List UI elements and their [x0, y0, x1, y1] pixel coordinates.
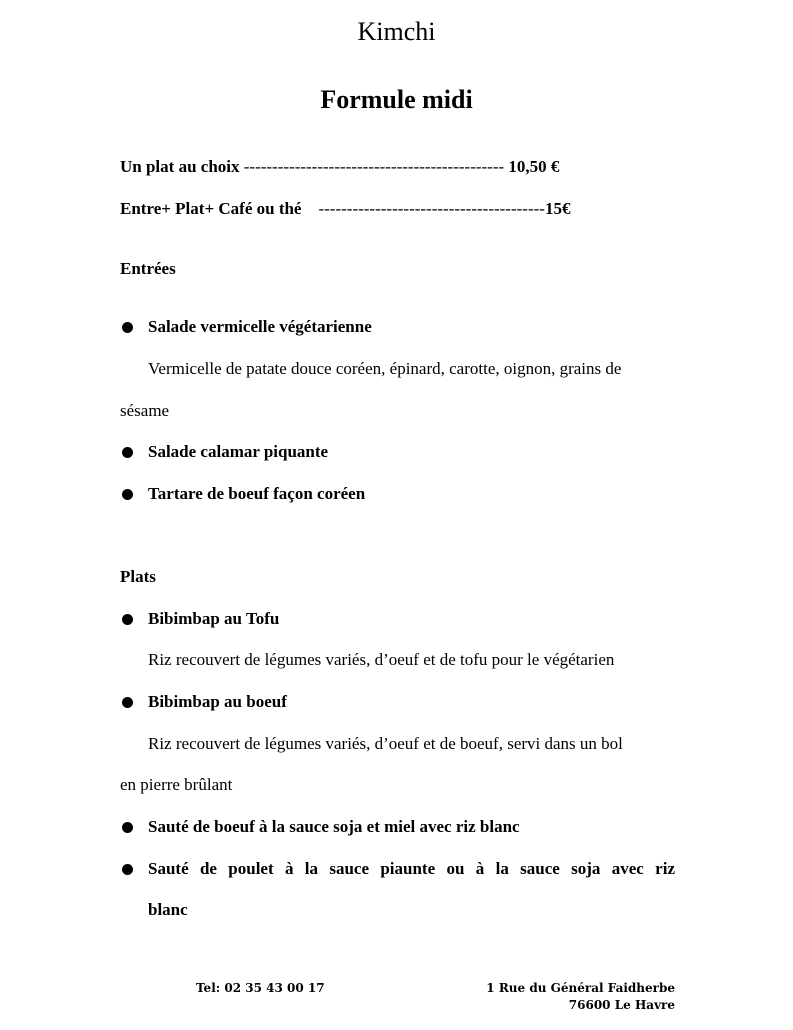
formula-dashes: ----------------------------------------: [318, 199, 545, 218]
plat-desc: Riz recouvert de légumes variés, d’oeuf et de tofu pour le végétarien: [148, 650, 615, 669]
plat-desc-cont: en pierre brûlant: [120, 775, 233, 794]
formula-label: Entre+ Plat+ Café ou thé: [120, 199, 302, 218]
formula-2: [120, 199, 570, 219]
plats-heading: Plats: [120, 567, 156, 586]
bullet-icon: [122, 322, 133, 333]
footer-phone: Tel: 02 35 43 00 17: [196, 981, 325, 995]
entree-desc-cont: sésame: [120, 401, 170, 420]
bullet-icon: [122, 447, 133, 458]
entrees-heading: Entrées: [120, 259, 176, 278]
bullet-icon: [122, 697, 133, 708]
restaurant-name: Kimchi: [357, 17, 436, 46]
plat-desc: Riz recouvert de légumes variés, d’oeuf et de boeuf, servi dans un bol: [148, 734, 623, 753]
plat-name-cont: blanc: [148, 900, 188, 919]
formula-1: [120, 157, 559, 177]
plat-name: Bibimbap au boeuf: [148, 692, 287, 711]
bullet-icon: [122, 614, 133, 625]
bullet-icon: [122, 822, 133, 833]
footer-address-line1: 1 Rue du Général Faidherbe: [486, 981, 675, 995]
entree-name: Salade vermicelle végétarienne: [148, 317, 372, 336]
bullet-icon: [122, 489, 133, 500]
plat-name: Sauté de boeuf à la sauce soja et miel avec riz blanc: [148, 817, 520, 836]
formula-label: Un plat au choix: [120, 157, 240, 176]
entree-name: Salade calamar piquante: [148, 442, 329, 461]
entree-desc: Vermicelle de patate douce coréen, épinard, carotte, oignon, grains de: [148, 359, 622, 378]
plat-name: Sauté de poulet à la sauce piaunte ou à la sauce soja avec riz: [148, 859, 675, 878]
page-title: Formule midi: [320, 85, 473, 114]
plat-name: Bibimbap au Tofu: [148, 609, 280, 628]
formula-price: 10,50 €: [508, 157, 560, 176]
formula-dashes: ----------------------------------------------: [243, 157, 505, 176]
entree-name: Tartare de boeuf façon coréen: [148, 484, 366, 503]
formula-price: 15€: [544, 199, 571, 218]
bullet-icon: [122, 864, 133, 875]
footer-address-line2: 76600 Le Havre: [568, 998, 675, 1012]
